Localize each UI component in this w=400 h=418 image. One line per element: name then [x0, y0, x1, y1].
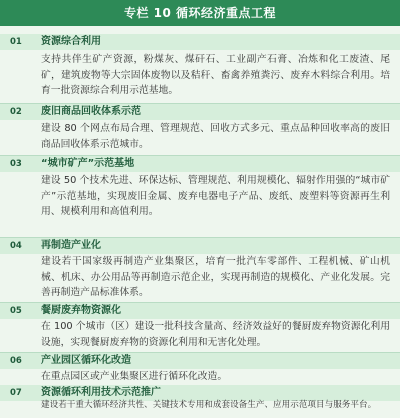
- section-body: 支持共伴生矿产资源，粉煤灰、煤矸石、工业副产石膏、冶炼和化工废渣、尾矿，建筑废物等大宗固体废物以及秸秆、畜禽养殖粪污、废弃木料综合利用。培育一批资源综合利用示范基地。: [41, 54, 390, 97]
- section-number: 07: [10, 388, 22, 398]
- section-title: 资源综合利用: [41, 36, 101, 47]
- section-header-05: [0, 303, 400, 319]
- section-number: 02: [10, 107, 22, 117]
- section-body: 在重点园区或产业集聚区进行循环化改造。: [41, 371, 228, 382]
- section-header-04: [0, 238, 400, 254]
- section-title: 废旧商品回收体系示范: [41, 106, 141, 117]
- section-title: 再制造产业化: [41, 240, 101, 251]
- section-number: 06: [10, 356, 22, 366]
- section-body: 建设若干重大循环经济共性、关键技术专用和成套设备生产、应用示范项目与服务平台。: [41, 400, 377, 410]
- section-title: 资源循环利用技术示范推广: [41, 387, 161, 398]
- section-title: 产业园区循环化改造: [41, 355, 131, 366]
- section-header-07: [0, 385, 400, 401]
- column-title: 专栏 10 循环经济重点工程: [0, 0, 400, 26]
- section-body: 建设 80 个网点布局合理、管理规范、回收方式多元、重点品种回收率高的废旧商品回收体系示范城市。: [41, 123, 390, 150]
- section-body: 建设若干国家级再制造产业集聚区，培育一批汽车零部件、工程机械、矿山机械、机床、办公用品等再制造示范企业，实现再制造的规模化、产业化发展。完善再制造产品标准体系。: [41, 256, 390, 299]
- section-header-01: [0, 34, 400, 50]
- section-body: 在 100 个城市（区）建设一批科技含量高、经济效益好的餐厨废弃物资源化利用设施，实现餐厨废弃物的资源化利用和无害化处理。: [41, 321, 390, 348]
- section-number: 01: [10, 37, 22, 47]
- section-body: 建设 50 个技术先进、环保达标、管理规范、利用规模化、辐射作用强的“城市矿产”示范基地，实现废旧金属、废弃电器电子产品、废纸、废塑料等资源再生利用、规模利用和高值利用。: [41, 175, 390, 218]
- section-number: 05: [10, 306, 22, 316]
- section-header-06: [0, 353, 400, 369]
- section-number: 03: [10, 159, 22, 169]
- section-title: “城市矿产”示范基地: [41, 158, 135, 169]
- section-header-02: [0, 104, 400, 120]
- section-title: 餐厨废弃物资源化: [41, 305, 121, 316]
- section-header-03: [0, 156, 400, 172]
- section-number: 04: [10, 241, 22, 251]
